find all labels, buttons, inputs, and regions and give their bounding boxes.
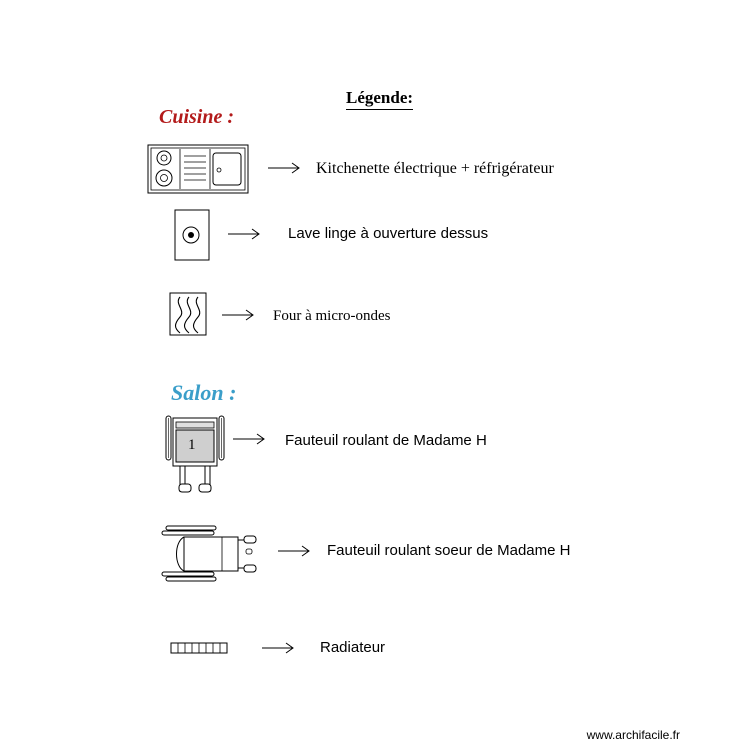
microwave-icon	[169, 292, 207, 336]
arrow-icon	[278, 544, 310, 558]
kitchenette-icon	[147, 144, 249, 194]
legend-item-label: Fauteuil roulant de Madame H	[285, 432, 487, 449]
section-cuisine-heading: Cuisine :	[159, 106, 235, 128]
arrow-icon	[222, 308, 254, 322]
legend-item-label: Kitchenette électrique + réfrigérateur	[316, 160, 554, 177]
section-salon-heading: Salon :	[171, 380, 237, 405]
watermark-text: www.archifacile.fr	[586, 728, 680, 742]
wheelchair-number: 1	[188, 437, 196, 453]
wheelchair-side-icon	[156, 524, 262, 584]
legend-item-label: Radiateur	[320, 639, 386, 656]
wheelchair-front-icon	[163, 412, 227, 498]
arrow-icon	[268, 161, 300, 175]
arrow-icon	[228, 227, 260, 241]
legend-item-label: Lave linge à ouverture dessus	[288, 225, 489, 242]
legend-item-label: Fauteuil roulant soeur de Madame H	[327, 542, 571, 559]
legend-title: Légende:	[346, 88, 413, 110]
arrow-icon	[262, 641, 294, 655]
washing-machine-icon	[174, 209, 210, 261]
legend-item-label: Four à micro-ondes	[273, 308, 391, 324]
arrow-icon	[233, 432, 265, 446]
radiator-icon	[170, 642, 228, 654]
